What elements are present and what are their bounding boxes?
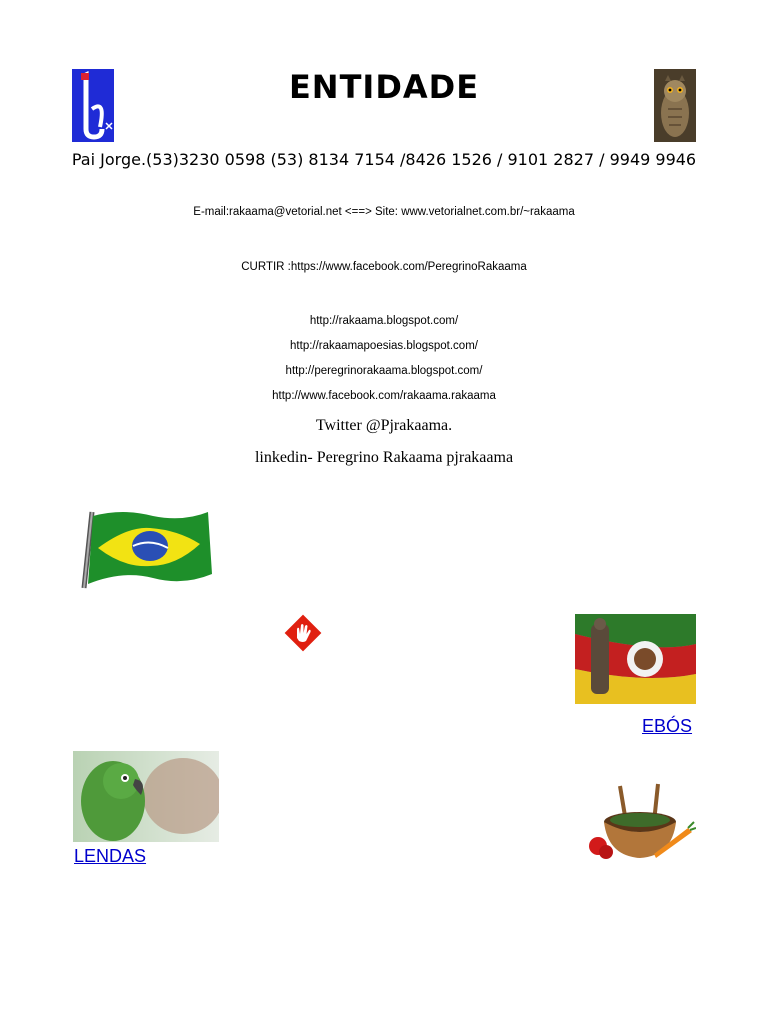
poesias-link[interactable]: http://rakaamapoesias.blogspot.com/	[290, 340, 478, 352]
email-site-line: E-mail:rakaama@vetorial.net <==> Site: www.vetorialnet.com.br/~rakaama	[193, 206, 575, 218]
twitter-line: Twitter @Pjrakaama.	[315, 417, 453, 434]
lendas-link[interactable]: LENDAS	[74, 846, 147, 866]
ebos-link[interactable]: EBÓS	[642, 716, 693, 736]
facebook-link[interactable]: http://www.facebook.com/rakaama.rakaama	[272, 390, 496, 402]
page-title: ENTIDADE	[288, 68, 480, 106]
peregrino-link[interactable]: http://peregrinorakaama.blogspot.com/	[285, 365, 483, 377]
linkedin-line: linkedin- Peregrino Rakaama pjrakaama	[254, 449, 514, 466]
gaucho-flag-icon	[575, 614, 696, 704]
parrot-icon	[73, 751, 219, 842]
curtir-line: CURTIR :https://www.facebook.com/PeregrinoRakaama	[241, 261, 527, 273]
blog-link[interactable]: http://rakaama.blogspot.com/	[309, 315, 459, 327]
bowl-icon	[584, 782, 696, 862]
owl-icon	[654, 69, 696, 142]
hand-sign-icon	[284, 614, 322, 652]
brazil-flag-icon	[78, 508, 214, 590]
contact-phones: Pai Jorge.(53)3230 0598 (53) 8134 7154 /8426 1526 / 9101 2827 / 9949 9946	[71, 150, 697, 169]
